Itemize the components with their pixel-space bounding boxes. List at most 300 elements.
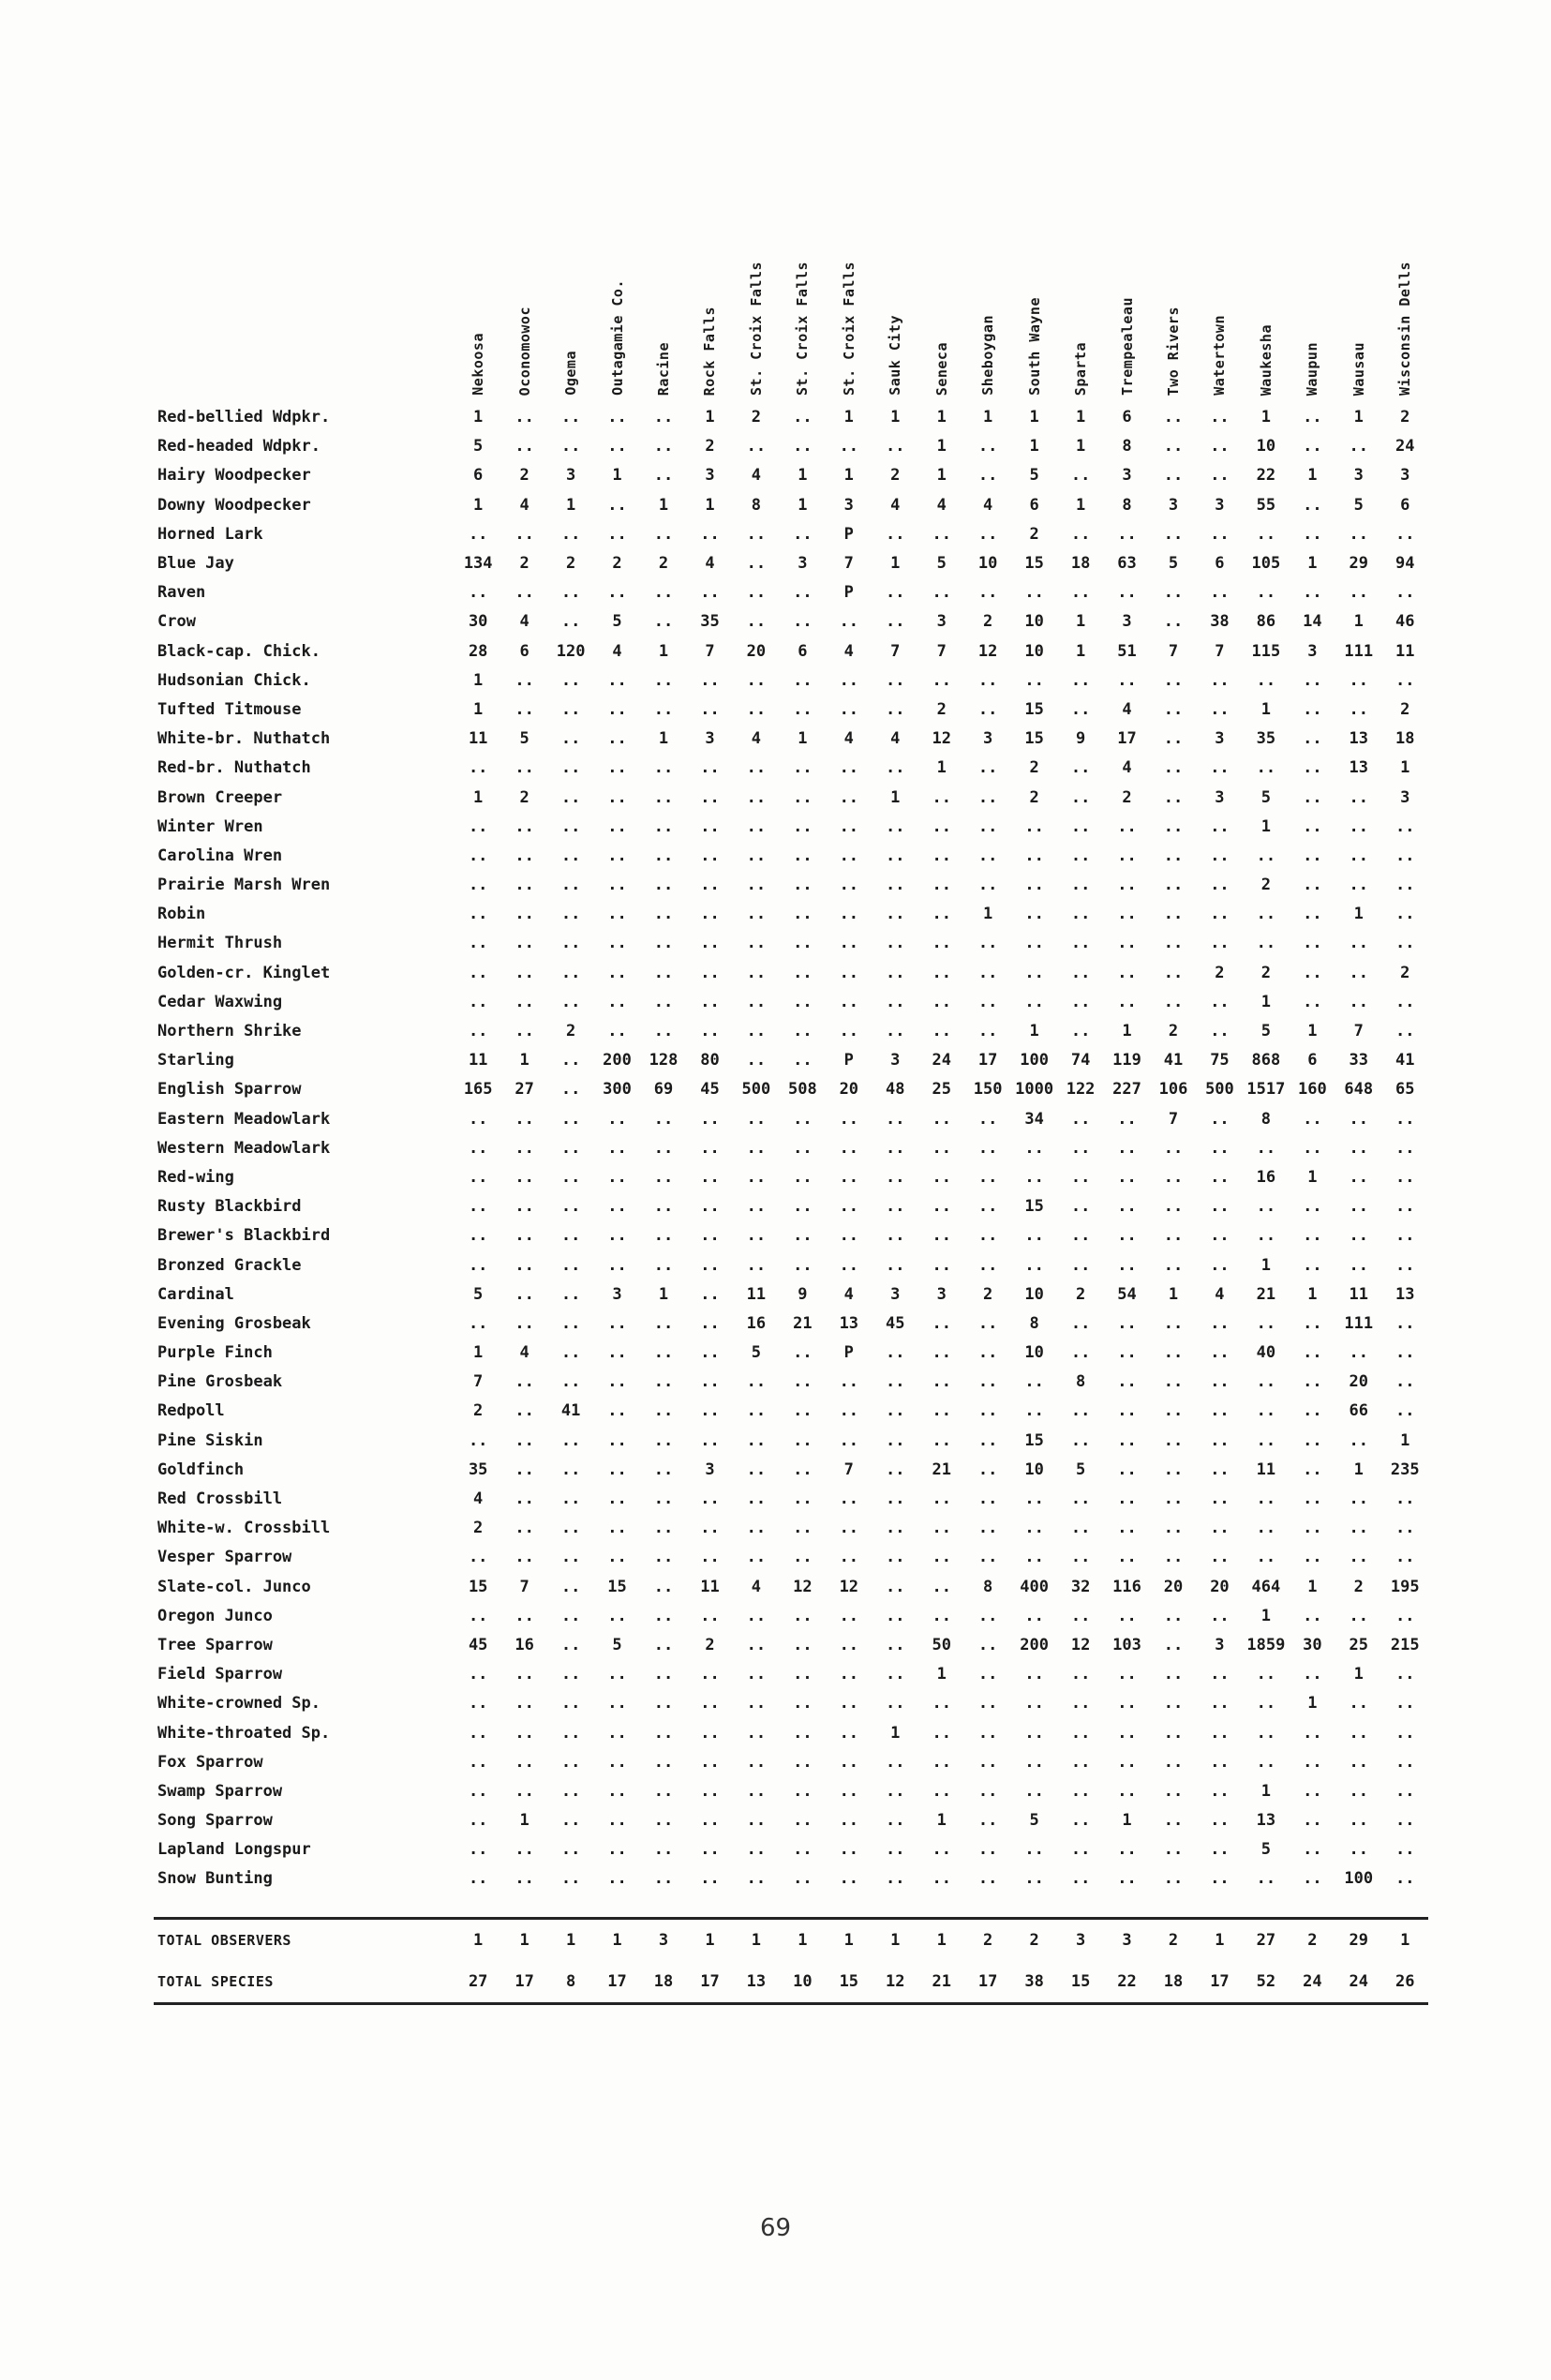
count-cell: .. [977,583,998,603]
count-cell: 2 [1400,699,1410,719]
count-cell: .. [1070,1811,1091,1831]
location-header [547,187,593,403]
count-cell: .. [886,934,905,953]
location-header [1011,187,1057,403]
count-cell: .. [607,1401,627,1421]
table-row [154,959,1428,988]
count-cell: 5 [519,729,529,749]
count-cell: .. [560,1489,581,1509]
count-cell: 4 [936,495,947,515]
count-cell: .. [1395,670,1415,690]
count-cell: .. [886,1694,905,1714]
table-row [154,637,1428,666]
count-cell: .. [1117,1430,1137,1450]
count-cell: .. [1163,1752,1184,1772]
count-cell: .. [886,612,905,632]
count-cell: 400 [1020,1577,1049,1596]
total-cell: 24 [1335,1961,1381,2004]
count-cell: 1 [1168,1284,1179,1304]
count-cell: .. [560,1109,581,1129]
count-cell: .. [1210,1548,1230,1567]
count-cell: .. [607,1197,627,1217]
count-cell: .. [700,1811,720,1831]
count-cell: 1 [519,1051,529,1070]
count-cell: 1 [936,437,947,457]
count-cell: .. [700,1401,720,1421]
count-cell: .. [560,816,581,836]
count-cell: 160 [1297,1080,1327,1100]
count-cell: .. [1117,876,1137,895]
count-cell: .. [746,1752,767,1772]
count-cell: .. [793,816,813,836]
count-cell: 11 [746,1284,767,1304]
count-cell: .. [515,1665,534,1684]
count-cell: .. [560,1752,581,1772]
count-cell: .. [932,1255,951,1275]
count-cell: .. [1349,1606,1369,1625]
location-label: Oconomowoc [515,306,533,396]
count-cell: .. [468,1109,488,1129]
count-cell: .. [793,1840,813,1860]
count-cell: .. [700,1138,720,1158]
count-cell: .. [700,1372,720,1392]
count-cell: .. [1070,1197,1091,1217]
count-cell: 8 [1122,437,1132,457]
count-cell: 4 [1215,1284,1225,1304]
location-label: Wausau [1350,341,1367,396]
count-cell: .. [793,1606,813,1625]
count-cell: .. [560,437,581,457]
count-cell: .. [886,1459,905,1479]
count-cell: .. [977,1489,998,1509]
count-cell: 1 [936,466,947,486]
count-cell: 46 [1395,612,1415,632]
total-cell: 2 [1307,1930,1318,1950]
count-cell: .. [515,1022,534,1041]
count-cell: 13 [1349,729,1369,749]
count-cell: .. [1070,1723,1091,1743]
count-cell: .. [560,1167,581,1187]
count-cell: 3 [1215,495,1225,515]
count-cell: .. [1395,1226,1415,1246]
count-cell: P [843,1051,854,1070]
count-cell: .. [977,1723,998,1743]
count-cell: .. [932,1401,951,1421]
species-name: Redpoll [157,1401,225,1421]
count-cell: .. [700,1869,720,1889]
count-cell: .. [468,1255,488,1275]
count-cell: 7 [705,641,715,661]
count-cell: .. [1395,992,1415,1011]
count-cell: .. [932,1167,951,1187]
count-cell: .. [1070,963,1091,982]
count-cell: 7 [1168,1109,1179,1129]
location-label: St. Croix Falls [794,262,812,396]
count-cell: .. [746,787,767,807]
count-cell: .. [1303,1255,1322,1275]
count-cell: .. [1070,1869,1091,1889]
location-header [501,187,547,403]
count-cell: .. [1395,1401,1415,1421]
count-cell: .. [1349,1430,1369,1450]
count-cell: .. [1210,1752,1230,1772]
count-cell: .. [560,1343,581,1363]
count-cell: .. [653,437,674,457]
count-cell: .. [793,905,813,924]
count-cell: 3 [705,1459,715,1479]
count-cell: .. [793,1372,813,1392]
count-cell: .. [746,1665,767,1684]
count-cell: 41 [1395,1051,1415,1070]
table-row [154,1339,1428,1368]
count-cell: .. [515,934,534,953]
count-cell: .. [1117,846,1137,865]
count-cell: .. [700,934,720,953]
count-cell: .. [1210,1022,1230,1041]
count-cell: 55 [1256,495,1276,515]
total-cell: 2 [1029,1930,1039,1950]
count-cell: 2 [519,787,529,807]
count-cell: .. [1117,1548,1137,1567]
count-cell: .. [515,1284,534,1304]
count-cell: .. [560,1577,581,1596]
count-cell: .. [1349,1781,1369,1801]
count-cell: .. [1256,1489,1276,1509]
count-cell: 12 [977,641,998,661]
count-cell: 648 [1344,1080,1374,1100]
count-cell: 6 [1400,495,1410,515]
count-cell: 50 [932,1635,951,1654]
count-cell: 1 [1260,408,1271,427]
count-cell: 1 [983,905,993,924]
table-row [154,842,1428,871]
table-row [154,1456,1428,1485]
count-cell: .. [700,1781,720,1801]
count-cell: .. [607,1430,627,1450]
count-cell: .. [653,699,674,719]
count-cell: .. [839,437,859,457]
count-cell: .. [607,1548,627,1567]
count-cell: 150 [973,1080,1003,1100]
species-name: English Sparrow [157,1080,302,1100]
count-cell: .. [793,1167,813,1187]
count-cell: 15 [468,1577,488,1596]
count-cell: .. [1070,583,1091,603]
count-cell: .. [1117,524,1137,544]
count-cell: .. [793,1430,813,1450]
table-row [154,1660,1428,1689]
count-cell: .. [1117,1343,1137,1363]
count-cell: 1 [1075,612,1086,632]
count-cell: 3 [890,1284,901,1304]
count-cell: .. [1349,1811,1369,1831]
count-cell: 20 [746,641,767,661]
count-cell: .. [607,758,627,778]
count-cell: .. [1070,934,1091,953]
count-cell: 2 [936,699,947,719]
table-row [154,549,1428,578]
count-cell: .. [468,1138,488,1158]
count-cell: .. [746,583,767,603]
location-header [1382,187,1428,403]
count-cell: .. [932,1343,951,1363]
count-cell: 12 [1070,1635,1091,1654]
count-cell: 2 [1400,408,1410,427]
count-cell: 2 [1075,1284,1086,1304]
count-cell: .. [977,963,998,982]
count-cell: .. [1303,1665,1322,1684]
count-cell: .. [560,963,581,982]
table-row [154,1573,1428,1602]
count-cell: .. [700,1022,720,1041]
count-cell: 7 [843,1459,854,1479]
count-cell: 7 [890,641,901,661]
count-cell: .. [932,787,951,807]
table-row [154,1280,1428,1310]
count-cell: .. [839,758,859,778]
count-cell: .. [653,1459,674,1479]
count-cell: .. [1210,846,1230,865]
count-cell: 5 [1260,787,1271,807]
count-cell: 25 [1349,1635,1369,1654]
table-row [154,1163,1428,1192]
count-cell: .. [793,670,813,690]
count-cell: .. [1210,1430,1230,1450]
species-name: Prairie Marsh Wren [157,876,331,895]
count-cell: .. [746,1459,767,1479]
location-header [826,187,872,403]
count-cell: .. [1163,876,1184,895]
count-cell: .. [932,1430,951,1450]
count-cell: .. [1024,1665,1044,1684]
count-cell: 34 [1024,1109,1044,1129]
total-cell: 1 [843,1930,854,1950]
count-cell: .. [793,583,813,603]
count-cell: 40 [1256,1343,1276,1363]
count-cell: 4 [473,1489,484,1509]
count-cell: 105 [1251,554,1281,574]
count-cell: 16 [1256,1167,1276,1187]
count-cell: .. [977,1138,998,1158]
count-cell: .. [746,1430,767,1450]
count-cell: 13 [1256,1811,1276,1831]
count-cell: .. [1163,437,1184,457]
location-header-row [154,187,1428,403]
count-cell: .. [560,905,581,924]
count-cell: .. [932,670,951,690]
table-row [154,1075,1428,1104]
count-cell: 1 [1307,554,1318,574]
count-cell: .. [886,1343,905,1363]
count-cell: .. [607,1752,627,1772]
count-cell: .. [700,1665,720,1684]
count-cell: 4 [705,554,715,574]
count-cell: .. [607,1459,627,1479]
count-cell: 3 [705,466,715,486]
count-cell: .. [746,1606,767,1625]
count-cell: .. [1395,1752,1415,1772]
count-cell: .. [886,1548,905,1567]
count-cell: .. [1163,934,1184,953]
count-cell: .. [700,905,720,924]
count-cell: .. [1163,1255,1184,1275]
count-cell: .. [560,1255,581,1275]
count-cell: .. [793,1723,813,1743]
count-cell: .. [1024,1723,1044,1743]
page-number: 69 [759,2214,792,2242]
count-cell: .. [1303,524,1322,544]
location-header [964,187,1010,403]
count-cell: 300 [603,1080,632,1100]
total-cell: 1 [751,1930,762,1950]
count-cell: 5 [1260,1022,1271,1041]
count-cell: .. [1210,583,1230,603]
count-cell: 1 [936,758,947,778]
count-cell: .. [1349,1840,1369,1860]
count-cell: .. [839,1197,859,1217]
count-cell: 119 [1112,1051,1141,1070]
count-cell: .. [793,1197,813,1217]
count-cell: .. [1117,963,1137,982]
count-cell: .. [793,1343,813,1363]
count-cell: 5 [751,1343,762,1363]
count-cell: .. [1210,1401,1230,1421]
count-cell: .. [1163,1372,1184,1392]
count-cell: .. [700,524,720,544]
count-cell: .. [1303,699,1322,719]
count-cell: .. [1210,1167,1230,1187]
count-cell: .. [1256,1401,1276,1421]
count-cell: .. [1163,408,1184,427]
count-cell: .. [1395,1109,1415,1129]
location-header [1290,187,1335,403]
count-cell: 5 [1029,466,1039,486]
count-cell: .. [468,1811,488,1831]
count-cell: .. [977,1548,998,1567]
count-cell: 2 [519,466,529,486]
count-cell: .. [932,1723,951,1743]
total-cell: 27 [1256,1930,1276,1950]
count-cell: 10 [1024,641,1044,661]
count-cell: 13 [1395,1284,1415,1304]
count-cell: 1 [798,495,808,515]
count-cell: .. [1117,1167,1137,1187]
count-cell: 1 [1307,1022,1318,1041]
count-cell: 1 [473,699,484,719]
count-cell: .. [1070,1752,1091,1772]
count-cell: .. [839,1138,859,1158]
count-cell: .. [932,1138,951,1158]
count-cell: .. [515,1752,534,1772]
count-cell: .. [468,846,488,865]
count-cell: 74 [1070,1051,1091,1070]
count-cell: 11 [468,729,488,749]
count-cell: .. [746,1781,767,1801]
count-cell: .. [1349,437,1369,457]
count-cell: .. [793,408,813,427]
count-cell: .. [607,524,627,544]
count-cell: 111 [1344,1313,1374,1333]
total-cell: 1 [1215,1930,1225,1950]
count-cell: .. [653,1665,674,1684]
count-cell: .. [886,846,905,865]
count-cell: .. [700,758,720,778]
count-cell: .. [746,992,767,1011]
total-cell: 3 [1122,1930,1132,1950]
count-cell: .. [1117,992,1137,1011]
count-cell: .. [468,1167,488,1187]
count-cell: .. [1349,1343,1369,1363]
count-cell: .. [468,1840,488,1860]
count-cell: .. [653,1723,674,1743]
count-cell: .. [653,1577,674,1596]
count-cell: 1 [1353,612,1364,632]
count-cell: 51 [1117,641,1137,661]
count-cell: .. [515,1313,534,1333]
table-row [154,403,1428,432]
count-cell: .. [839,992,859,1011]
count-cell: 134 [463,554,493,574]
count-cell: .. [1349,1109,1369,1129]
count-cell: 8 [983,1577,993,1596]
count-cell: .. [468,1548,488,1567]
table-row [154,1368,1428,1397]
count-cell: .. [1163,1694,1184,1714]
count-cell: .. [653,1226,674,1246]
count-cell: .. [1024,670,1044,690]
count-cell: .. [1395,524,1415,544]
count-cell: 41 [1163,1051,1184,1070]
count-cell: 10 [1024,612,1044,632]
count-cell: .. [977,1167,998,1187]
count-cell: .. [653,1109,674,1129]
count-cell: .. [977,524,998,544]
count-cell: .. [515,1489,534,1509]
count-cell: .. [1163,905,1184,924]
count-cell: 1 [705,408,715,427]
count-cell: .. [1210,1313,1230,1333]
count-cell: .. [746,1723,767,1743]
count-cell: .. [1395,1519,1415,1538]
count-cell: .. [653,466,674,486]
count-cell: 128 [649,1051,679,1070]
count-cell: 6 [1215,554,1225,574]
total-cell: 1 [705,1930,715,1950]
table-row [154,1718,1428,1747]
total-cell: 15 [1057,1961,1103,2004]
count-cell: 11 [1349,1284,1369,1304]
species-name: Robin [157,905,206,924]
count-cell: 30 [468,612,488,632]
count-cell: 10 [977,554,998,574]
count-cell: 17 [977,1051,998,1070]
count-cell: .. [1163,466,1184,486]
count-cell: .. [977,876,998,895]
species-name: Rusty Blackbird [157,1197,302,1217]
count-cell: 1 [1307,1284,1318,1304]
count-cell: 464 [1251,1577,1281,1596]
count-cell: .. [1163,1197,1184,1217]
table-row [154,1631,1428,1660]
count-cell: .. [746,1489,767,1509]
count-cell: .. [1303,905,1322,924]
count-cell: .. [932,1197,951,1217]
count-cell: .. [839,1255,859,1275]
count-cell: 22 [1256,466,1276,486]
species-name: Downy Woodpecker [157,495,311,515]
species-name: Cedar Waxwing [157,992,283,1011]
count-cell: .. [1303,495,1322,515]
